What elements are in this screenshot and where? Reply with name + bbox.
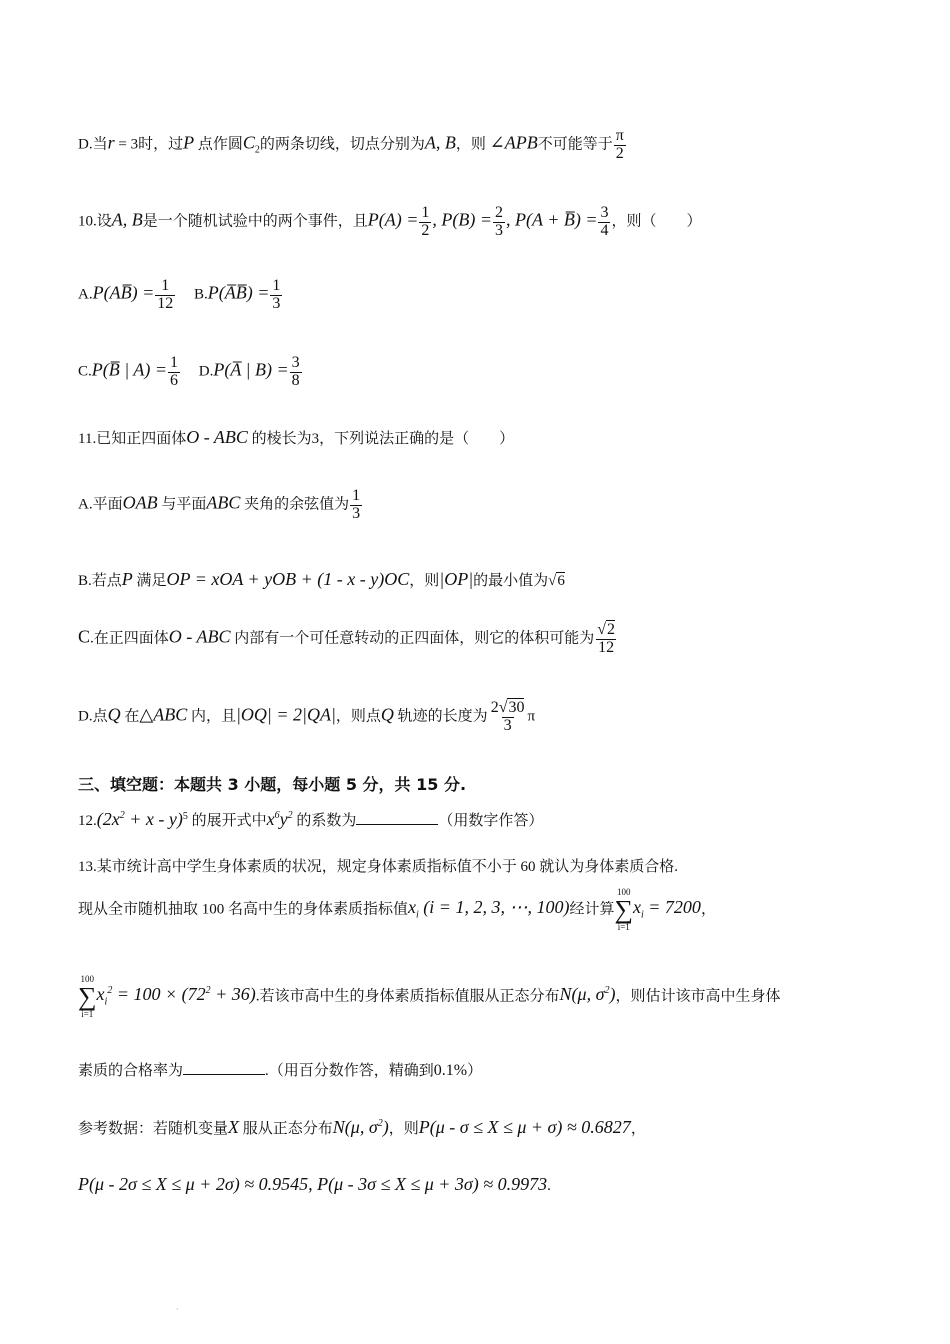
q13-reference-line1: 参考数据：若随机变量X 服从正态分布N(μ, $\sigma^2$)，则P(μ - σ ≤ X ≤ μ + σ) ≈ 0.6827， [78,1117,646,1137]
q10-options-ab: A.P(AB̅) = $\frac{1}{12}$ B.P(A̅B̅) = $\frac{1}{3}$ [78,277,281,312]
q13-answer-blank [183,1060,265,1075]
q10-stem: 10.设A, B是一个随机试验中的两个事件，且P(A) = $\frac{1}{2}$ , P(B) = $\frac{2}{3}$ , P(A + B̅) = $\frac{3}{4}$ ，则（ ） [78,204,702,239]
page-mark: · [176,1305,179,1314]
q9-option-d: D.当r = 3时，过P 点作圆$C_2$的两条切线，切点分别为A, B，则 ∠APB不可能等于 $\frac{\pi}{2}$ [78,127,624,162]
q13-reference-line2: P(μ - 2σ ≤ X ≤ μ + 2σ) ≈ 0.9545, P(μ - 3σ ≤ X ≤ μ + 3σ) ≈ 0.9973. [78,1174,551,1194]
q13-line2: 现从全市随机抽取 100 名高中生的身体素质指标值$x_i$ (i = 1, 2, 3, ⋯, 100)经计算 100 ∑ i=1 $x_i = 7200$， [78,887,716,932]
q10-options-cd: C.P(B̅ | A) = $\frac{1}{6}$ D.P(A̅ | B) = $\frac{3}{8}$ [78,354,300,389]
q11-option-c: C.在正四面体O - ABC 内部有一个可任意转动的正四面体，则它的体积可能为 $\frac{√2}{12}$ [78,621,615,656]
q13-line1: 13.某市统计高中学生身体素质的状况，规定身体素质指标值不小于 60 就认为身体素质合格. [78,859,679,875]
q12: $12.(2x^2 + x - y)^5$ 的展开式中$x^6y^2$ 的系数为 （用数字作答） [78,809,544,829]
q13-line3: 100 ∑ i=1 $x_i^2 = 100 \times (72^2 + 36)$.若该市高中生的身体素质指标值服从正态分布N(μ, $\sigma^2$)，则估计该市高中生身体 [78,974,781,1019]
q11-option-b: B.若点P 满足OP = xOA + yOB + (1 - x - y)OC，则|OP|的最小值为√6 [78,569,565,589]
section-3-heading: 三、填空题：本题共 3 小题，每小题 5 分，共 15 分. [78,775,467,794]
q11-option-d: D.点Q 在△ABC 内，且|OQ| = 2|QA|，则点Q 轨迹的长度为 $\frac{2√30}{3}$ π [78,699,536,734]
q11-stem: 11.已知正四面体O - ABC 的棱长为3，下列说法正确的是（ ） [78,427,515,447]
q11-option-a: A.平面OAB 与平面ABC 夹角的余弦值为 $\frac{1}{3}$ [78,487,361,522]
q12-answer-blank [356,810,438,825]
q13-line4: 素质的合格率为 .（用百分数作答，精确到0.1%） [78,1062,483,1079]
